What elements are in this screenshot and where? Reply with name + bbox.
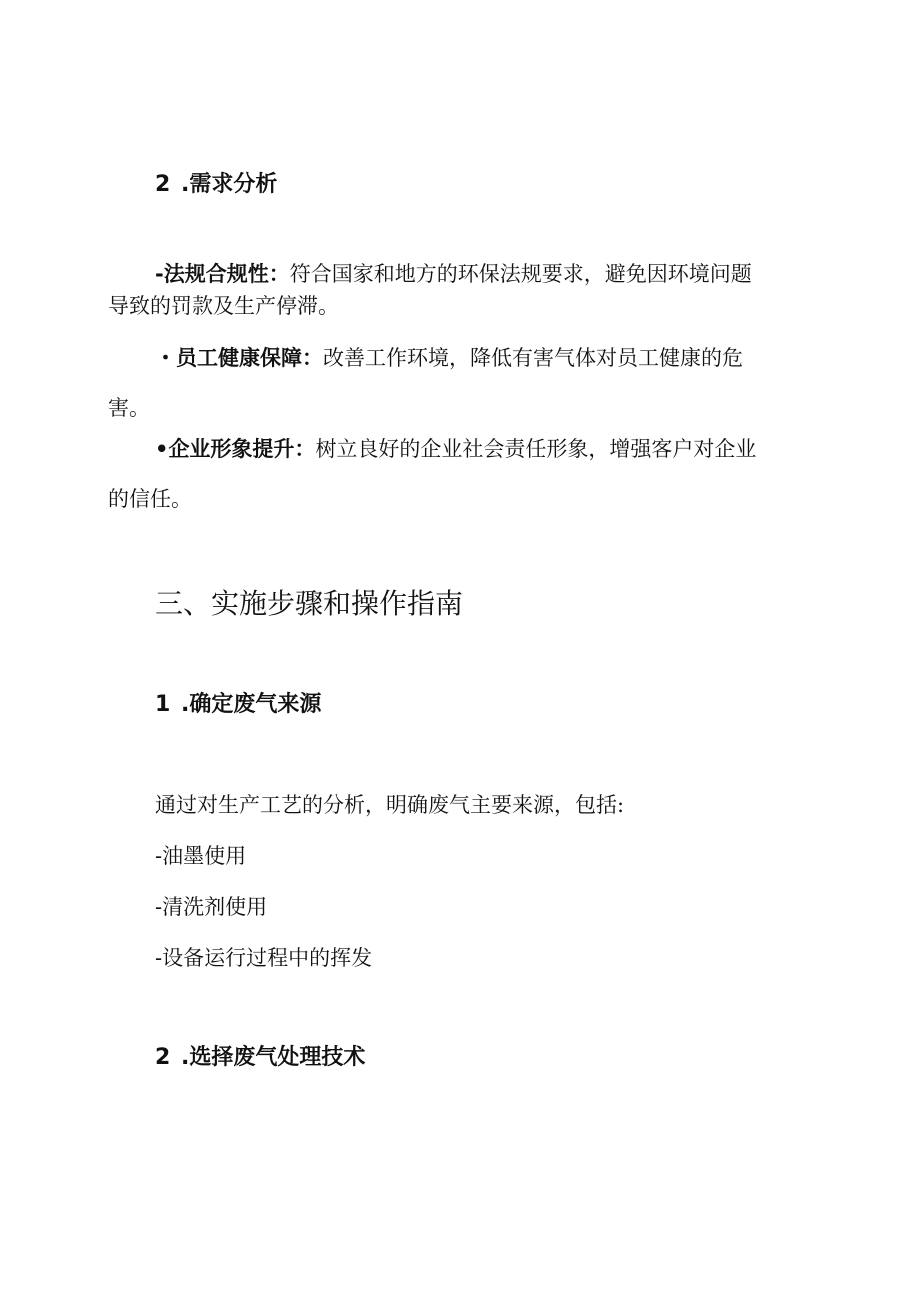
item-text-line2: 导致的罚款及生产停滞。: [108, 294, 339, 318]
needs-item-employee-health: [108, 333, 820, 433]
heading-title: .选择废气处理技术: [181, 1045, 366, 1070]
item-text-line2: 的信任。: [108, 487, 192, 511]
item-label: 法规合规性：: [163, 262, 290, 286]
item-label: 企业形象提升：: [168, 437, 316, 461]
item-text-line2: 害。: [108, 396, 150, 420]
step1-heading: [155, 690, 321, 720]
needs-analysis-heading: [155, 170, 277, 200]
item-text-line1: 改善工作环境，降低有害气体对员工健康的危: [323, 346, 743, 370]
source-item-ink: -油墨使用: [155, 844, 247, 868]
section-title-implementation: 三、实施步骤和操作指南: [155, 587, 464, 620]
needs-item-compliance: [108, 258, 820, 322]
item-bullet: -: [155, 262, 164, 286]
heading-title: .需求分析: [181, 172, 278, 197]
heading-title: .确定废气来源: [181, 692, 322, 717]
heading-number: 1: [155, 692, 171, 717]
item-bullet: •: [155, 437, 169, 461]
item-text-line1: 树立良好的企业社会责任形象，增强客户对企业: [315, 437, 757, 461]
heading-number: 2: [155, 1045, 171, 1070]
source-item-volatilization: -设备运行过程中的挥发: [155, 946, 373, 970]
needs-item-corporate-image: [108, 424, 820, 524]
heading-number: 2: [155, 172, 171, 197]
item-bullet: ・: [155, 346, 176, 370]
item-label: 员工健康保障：: [176, 346, 323, 370]
step1-intro: 通过对生产工艺的分析，明确废气主要来源，包括:: [155, 793, 625, 817]
source-item-cleaner: -清洗剂使用: [155, 895, 268, 919]
step2-heading: [155, 1043, 365, 1073]
item-text-line1: 符合国家和地方的环保法规要求，避免因环境问题: [289, 262, 752, 286]
